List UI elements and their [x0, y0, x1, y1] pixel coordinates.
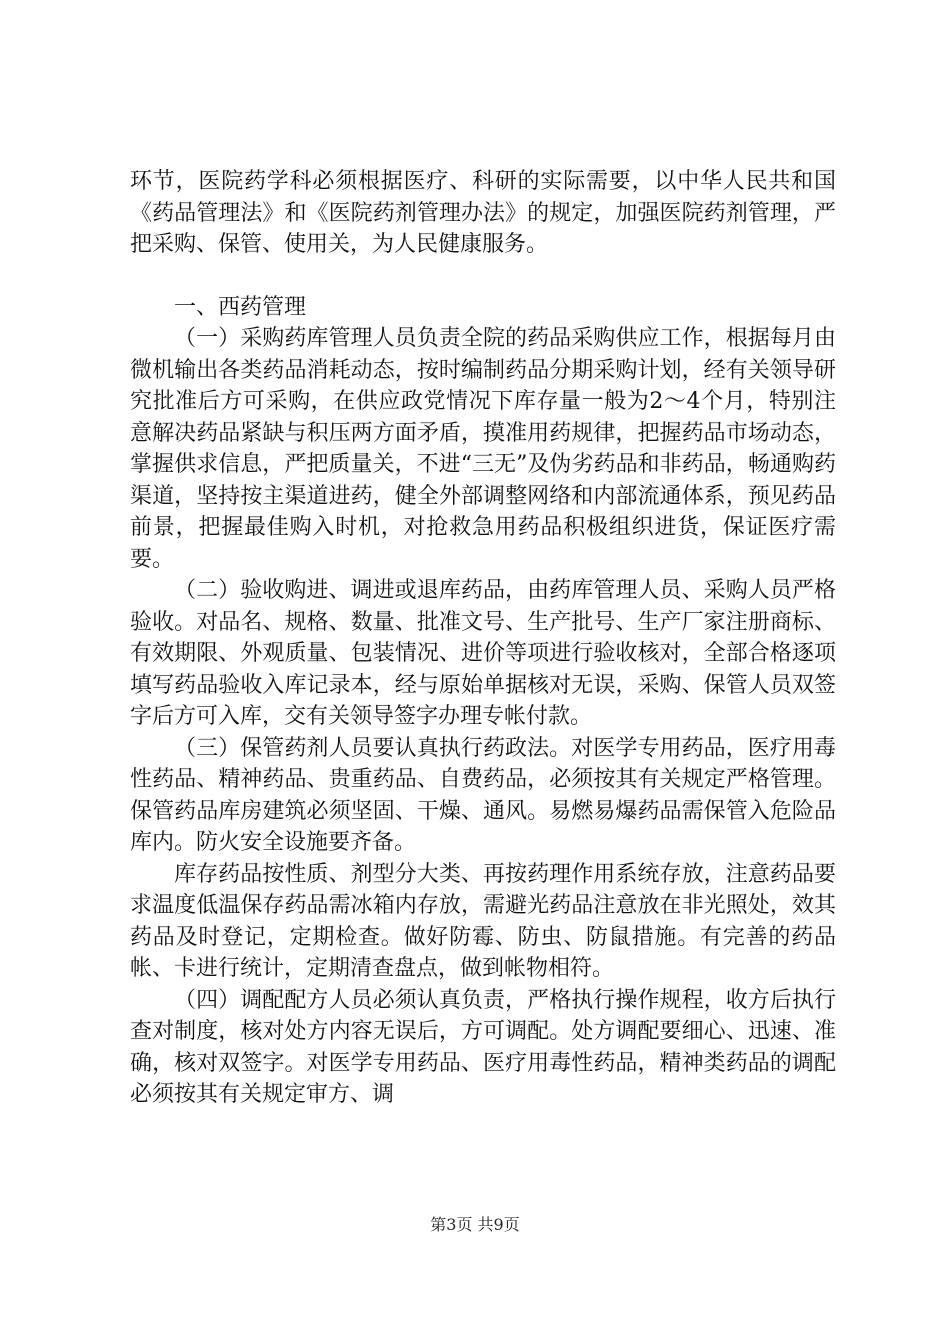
paragraph-storage: （三）保管药剂人员要认真执行药政法。对医学专用药品，医疗用毒性药品、精神药品、贵重药品、自费药品，必须按其有关规定严格管理。保管药品库房建筑必须坚固、干燥、通风。易燃易爆药品需保管入危险品库内。防火安全设施要齐备。	[130, 735, 836, 855]
document-body	[130, 166, 836, 1111]
page-number-footer: 第3页 共9页	[430, 1215, 520, 1234]
paragraph-dispensing: （四）调配配方人员必须认真负责，严格执行操作规程，收方后执行查对制度，核对处方内容无误后，方可调配。处方调配要细心、迅速、准确，核对双签字。对医学专用药品、医疗用毒性药品，精神类药品的调配必须按其有关规定审方、调	[130, 987, 836, 1107]
paragraph-procurement: （一）采购药库管理人员负责全院的药品采购供应工作，根据每月由微机输出各类药品消耗动态，按时编制药品分期采购计划，经有关领导研究批准后方可采购，在供应政党情况下库存量一般为2～4个月，特别注意解决药品紧缺与积压两方面矛盾，摸准用药规律，把握药品市场动态，掌握供求信息，严把质量关，不进“三无”及伪劣药品和非药品，畅通购药渠道，坚持按主渠道进药，健全外部调整网络和内部流通体系，预见药品前景，把握最佳购入时机，对抢救急用药品积极组织进货，保证医疗需要。	[130, 326, 836, 572]
paragraph-inventory: 库存药品按性质、剂型分大类、再按药理作用系统存放，注意药品要求温度低温保存药品需冰箱内存放，需避光药品注意放在非光照处，效其药品及时登记，定期检查。做好防霉、防虫、防鼠措施。有完善的药品帐、卡进行统计，定期清查盘点，做到帐物相符。	[130, 861, 836, 981]
paragraph-acceptance: （二）验收购进、调进或退库药品，由药库管理人员、采购人员严格验收。对品名、规格、数量、批准文号、生产批号、生产厂家注册商标、有效期限、外观质量、包装情况、进价等项进行验收核对，全部合格逐项填写药品验收入库记录本，经与原始单据核对无误，采购、保管人员双签字后方可入库，交有关领导签字办理专帐付款。	[130, 578, 836, 729]
paragraph-intro: 环节，医院药学科必须根据医疗、科研的实际需要，以中华人民共和国《药品管理法》和《医院药剂管理办法》的规定，加强医院药剂管理，严把采购、保管、使用关，为人民健康服务。	[130, 169, 836, 257]
section-heading-western-medicine: 一、西药管理	[174, 294, 307, 320]
